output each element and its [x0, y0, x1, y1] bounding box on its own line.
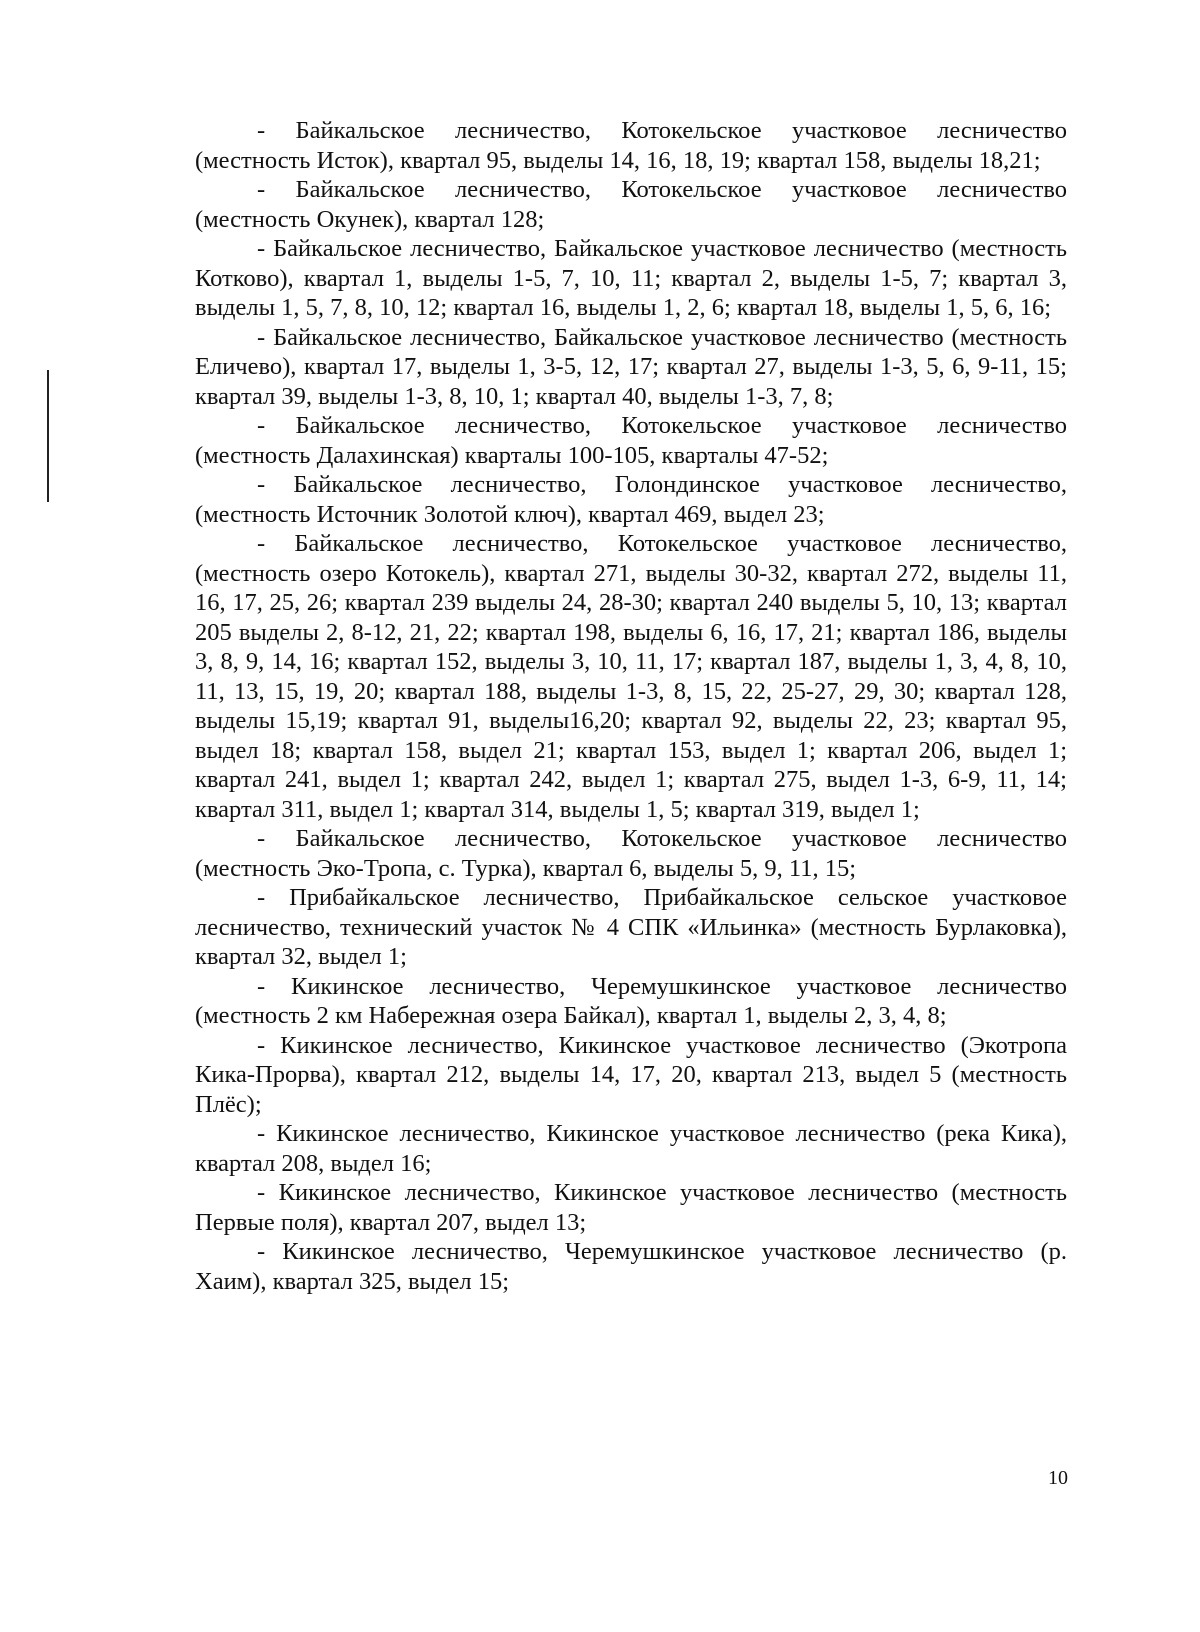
- list-item: - Кикинское лесничество, Черемушкинское участковое лесничество (местность 2 км Набережная озера Байкал), квартал 1, выделы 2, 3, 4, 8;: [195, 972, 1067, 1029]
- list-item: - Байкальское лесничество, Котокельское участковое лесничество (местность Исток), квартал 95, выделы 14, 16, 18, 19; квартал 158, выделы 18,21;: [195, 117, 1067, 174]
- page-number: 10: [1048, 1467, 1068, 1489]
- margin-line: [47, 370, 49, 502]
- list-item: - Байкальское лесничество, Байкальское участковое лесничество (местность Еличево), квартал 17, выделы 1, 3-5, 12, 17; квартал 27, выделы 1-3, 5, 6, 9-11, 15; квартал 39, выделы 1-3, 8, 10, 1; квартал 40, выделы 1-3, 7, 8;: [195, 323, 1067, 410]
- list-item: - Байкальское лесничество, Байкальское участковое лесничество (местность Котково), квартал 1, выделы 1-5, 7, 10, 11; квартал 2, выделы 1-5, 7; квартал 3, выделы 1, 5, 7, 8, 10, 12; квартал 16, выделы 1, 2, 6; квартал 18, выделы 1, 5, 6, 16;: [195, 235, 1067, 321]
- list-item: - Байкальское лесничество, Котокельское участковое лесничество (местность Далахинская) кварталы 100-105, кварталы 47-52;: [195, 412, 1067, 469]
- list-item: - Байкальское лесничество, Голондинское участковое лесничество, (местность Источник Золотой ключ), квартал 469, выдел 23;: [195, 471, 1067, 528]
- list-item: - Прибайкальское лесничество, Прибайкальское сельское участковое лесничество, технический участок № 4 СПК «Ильинка» (местность Бурлаковка), квартал 32, выдел 1;: [195, 884, 1067, 970]
- list-item: - Байкальское лесничество, Котокельское участковое лесничество (местность Окунек), квартал 128;: [195, 176, 1067, 233]
- list-item: - Кикинское лесничество, Черемушкинское участковое лесничество (р. Хаим), квартал 325, выдел 15;: [195, 1238, 1067, 1295]
- list-item: - Кикинское лесничество, Кикинское участковое лесничество (Экотропа Кика-Прорва), квартал 212, выделы 14, 17, 20, квартал 213, выдел 5 (местность Плёс);: [195, 1031, 1067, 1118]
- list-item: - Кикинское лесничество, Кикинское участковое лесничество (местность Первые поля), квартал 207, выдел 13;: [195, 1179, 1067, 1236]
- list-item: - Байкальское лесничество, Котокельское участковое лесничество (местность Эко-Тропа, с. Турка), квартал 6, выделы 5, 9, 11, 15;: [195, 825, 1067, 882]
- list-item: - Кикинское лесничество, Кикинское участковое лесничество (река Кика), квартал 208, выдел 16;: [195, 1120, 1067, 1177]
- list-item: - Байкальское лесничество, Котокельское участковое лесничество, (местность озеро Котокель), квартал 271, выделы 30-32, квартал 272, выделы 11, 16, 17, 25, 26; квартал 239 выделы 24, 28-30; квартал 240 выделы 5, 10, 13; квартал 205 выделы 2, 8-12, 21, 22; квартал 198, выделы 6, 16, 17, 21; квартал 186, выделы 3, 8, 9, 14, 16; квартал 152, выделы 3, 10, 11, 17; квартал 187, выделы 1, 3, 4, 8, 10, 11, 13, 15, 19, 20; квартал 188, выделы 1-3, 8, 15, 22, 25-27, 29, 30; квартал 128, выделы 15,19; квартал 91, выделы16,20; квартал 92, выделы 22, 23; квартал 95, выдел 18; квартал 158, выдел 21; квартал 153, выдел 1; квартал 206, выдел 1; квартал 241, выдел 1; квартал 242, выдел 1; квартал 275, выдел 1-3, 6-9, 11, 14; квартал 311, выдел 1; квартал 314, выделы 1, 5; квартал 319, выдел 1;: [195, 530, 1067, 823]
- document-body: [195, 116, 1067, 1296]
